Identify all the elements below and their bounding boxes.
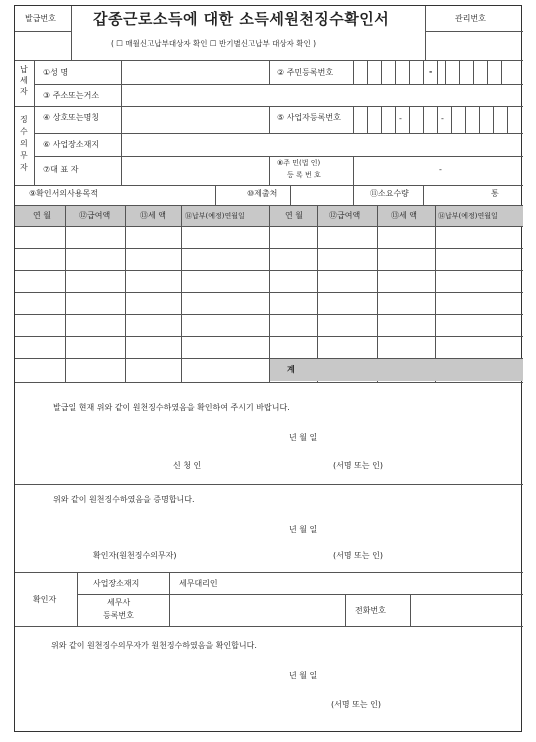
- applicant-label: 신 청 인: [173, 461, 202, 470]
- taxpayer-side-label: 납세자: [20, 65, 28, 96]
- corp-no-label-1: ⑧주 민(법 인): [277, 159, 321, 167]
- qty-label: ⑪소요수량: [370, 189, 409, 198]
- company-label: ④ 상호또는명칭: [43, 113, 100, 122]
- withholder-bottom-line: [15, 185, 523, 186]
- purpose-label: ⑨확인서의사용목적: [29, 189, 98, 198]
- withholder-side-label: 징수의무자: [20, 115, 28, 172]
- col-header-date-2: ⑭납부(예정)연월일: [438, 212, 498, 220]
- withholding-confirmation-form: [14, 5, 522, 732]
- col-header-date-1: ⑭납부(예정)연월일: [185, 212, 245, 220]
- label-column-line: [121, 60, 122, 185]
- header-divider-right: [425, 6, 426, 60]
- header-divider-left: [71, 6, 72, 60]
- form-title: 갑종근로소득에 대한 소득세원천징수확인서: [93, 10, 390, 28]
- table-row: [15, 292, 523, 293]
- table-row: [15, 270, 523, 271]
- mgmt-no-box-line: [425, 31, 523, 32]
- qty-unit: 통: [491, 189, 499, 198]
- mgmt-no-label: 관리번호: [455, 14, 486, 23]
- issue-no-box-line: [15, 31, 71, 32]
- col-header-pay-1: ⑫급여액: [79, 211, 111, 220]
- withholder-date: 년 월 일: [289, 525, 318, 534]
- table-row: [15, 314, 523, 315]
- bizno-dash-1: -: [399, 114, 402, 123]
- final-statement: 위와 같이 원천징수의무자가 원천징수하였음을 확인합니다.: [51, 641, 257, 650]
- withholder-confirm-label: 확인자(원천징수의무자): [93, 551, 177, 560]
- phone-label: 전화번호: [355, 606, 386, 615]
- col-header-ym-2: 연 월: [285, 211, 303, 220]
- issue-no-label: 발급번호: [25, 14, 56, 23]
- address-label: ③ 주소또는거소: [43, 91, 100, 100]
- rrn-dash: -: [429, 67, 433, 76]
- applicant-date: 년 월 일: [289, 433, 318, 442]
- rrn-label-divider: [353, 60, 354, 84]
- col-header-ym-1: 연 월: [33, 211, 51, 220]
- table-row: [15, 226, 523, 227]
- total-label: 계: [287, 365, 295, 374]
- rrn-label: ② 주민등록번호: [277, 68, 334, 77]
- location-label: ⑥ 사업장소재지: [43, 140, 100, 149]
- final-sign: (서명 또는 인): [331, 700, 381, 709]
- bizno-label: ⑤ 사업자등록번호: [277, 113, 341, 122]
- name-label: ①성 명: [43, 68, 69, 77]
- confirmer-location-value: 세무대리인: [179, 579, 218, 588]
- corp-no-label-2: 등 록 번 호: [287, 171, 321, 179]
- name-rrn-divider: [269, 60, 270, 84]
- agent-label-1: 세무사: [107, 598, 131, 607]
- col-header-tax-2: ⑬세 액: [391, 211, 417, 220]
- final-date: 년 월 일: [289, 671, 318, 680]
- agent-label-2: 등록번호: [103, 611, 134, 620]
- form-subtitle: ( ☐ 매월신고납부대상자 확인 ☐ 반기별신고납부 대상자 확인 ): [111, 39, 317, 48]
- applicant-statement: 발급일 현재 위와 같이 원천징수하였음을 확인하여 주시기 바랍니다.: [53, 403, 290, 412]
- corp-no-dash: -: [439, 165, 442, 174]
- confirmer-side-label: 확인자: [33, 595, 57, 604]
- bizno-dash-2: -: [441, 114, 444, 123]
- table-row: [15, 336, 523, 337]
- table-row: [15, 248, 523, 249]
- side-column-line: [34, 60, 35, 185]
- submit-to-label: ⑩제출처: [247, 189, 278, 198]
- confirmer-location-label: 사업장소재지: [93, 579, 140, 588]
- withholder-statement: 위와 같이 원천징수하였음을 증명합니다.: [53, 495, 195, 504]
- col-header-pay-2: ⑫급여액: [329, 211, 361, 220]
- applicant-sign: (서명 또는 인): [333, 461, 383, 470]
- total-row-bg: [270, 359, 523, 381]
- col-header-tax-1: ⑬세 액: [140, 211, 166, 220]
- withholder-sign: (서명 또는 인): [333, 551, 383, 560]
- rep-label: ⑦대 표 자: [43, 165, 79, 174]
